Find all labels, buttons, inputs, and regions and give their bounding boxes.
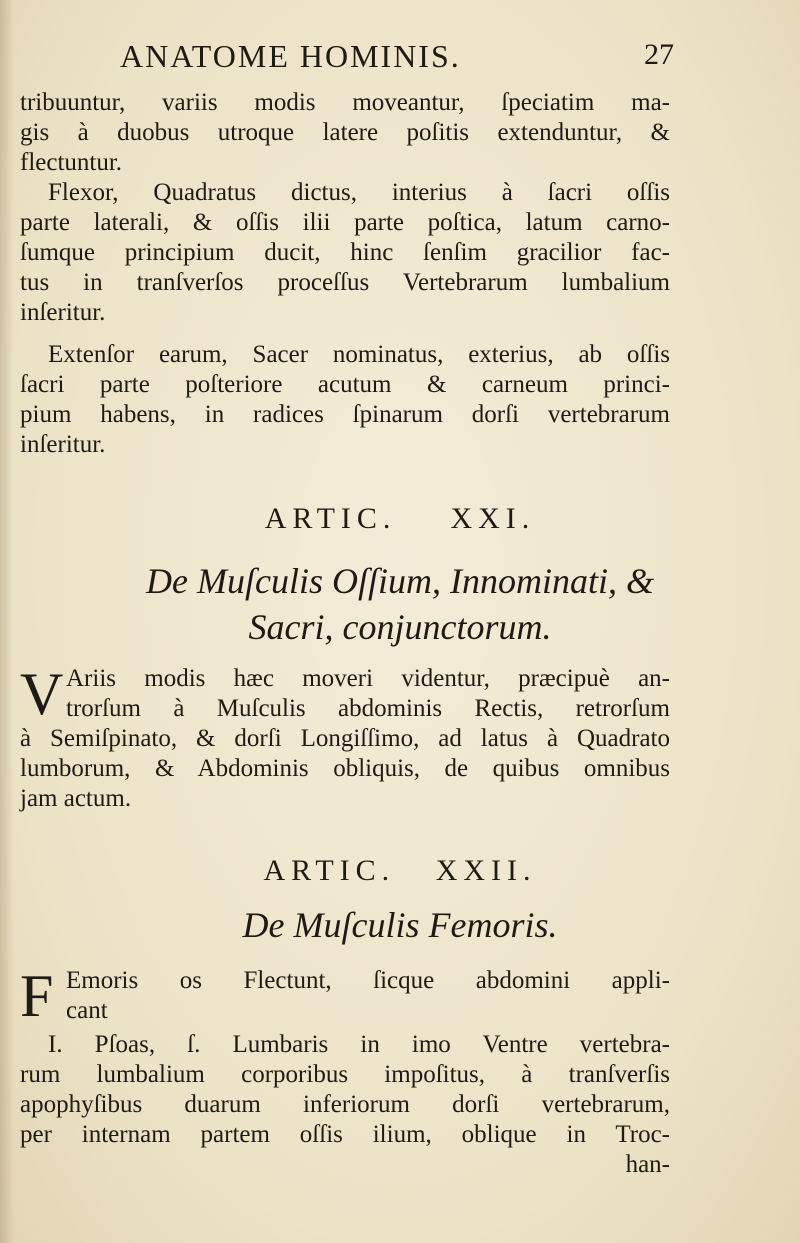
article-label: ARTIC. [264,502,397,535]
page-number: 27 [644,38,674,71]
text-line: ſumque principium ducit, hinc ſenſim gracilior fac- [20,239,670,266]
title-line: Sacri, conjunctorum. [248,607,552,647]
text-line: tus in tranſverſos proceſſus Vertebrarum lumbalium [20,269,670,296]
drop-cap: F [20,963,54,1029]
text-line: parte laterali, & oſſis ilii parte poſtica, latum carno- [20,209,670,236]
text-line: à Semiſpinato, & dorſi Longiſſimo, ad latus à Quadrato [20,725,670,752]
article-heading-21 [0,502,800,536]
text-line: lumborum, & Abdominis obliquis, de quibus omnibus [20,755,670,782]
text-line: Extenſor earum, Sacer nominatus, exterius, ab oſſis [48,341,670,368]
paragraph-femoris [20,963,670,1029]
paragraph-1 [20,88,670,178]
running-head [0,38,800,78]
section-title-22 [0,904,800,946]
paragraph-psoas [20,1030,670,1180]
text-line: rum lumbalium corporibus impoſitus, à tranſverſis [20,1061,670,1088]
text-line: inſeritur. [20,299,106,326]
text-line: apophyſibus duarum inferiorum dorſi vertebrarum, [20,1091,670,1118]
article-number: XXI. [450,502,536,535]
title-line: De Muſculis Femoris. [242,905,558,945]
text-line: inſeritur. [20,431,106,458]
text-line: per internam partem oſſis ilium, oblique in Troc- [20,1121,670,1148]
section-title-21 [0,560,800,602]
text-line: gis à duobus utroque latere poſitis extenduntur, & [20,119,670,146]
text-line: Ariis modis hæc moveri videntur, præcipuè an- [66,665,670,692]
running-head-title: ANATOME HOMINIS. [120,38,461,74]
paragraph-extensor [20,340,670,460]
section-title-21-cont [0,606,800,648]
article-number: XXII. [435,854,537,887]
paragraph-flexor [20,178,670,328]
text-line: Emoris os Flectunt, ſicque abdomini appli- [66,967,670,994]
paragraph-variis [20,661,670,814]
text-line: pium habens, in radices ſpinarum dorſi vertebrarum [20,401,670,428]
text-line: cant [66,997,108,1024]
text-line: tribuuntur, variis modis moveantur, ſpeciatim ma- [20,89,670,116]
article-heading-22 [0,854,800,888]
text-line: Flexor, Quadratus dictus, interius à ſacri oſſis [48,179,670,206]
text-line: ſacri parte poſteriore acutum & carneum princi- [20,371,670,398]
drop-cap: V [20,661,64,727]
text-line: trorſum à Muſculis abdominis Rectis, retrorſum [66,695,670,722]
catchword: han- [625,1151,670,1178]
article-label: ARTIC. [263,854,396,887]
text-line: I. Pſoas, ſ. Lumbaris in imo Ventre vertebra- [48,1031,670,1058]
title-line: De Muſculis Oſſium, Innominati, & [146,561,654,601]
text-line: flectuntur. [20,149,123,176]
text-line: jam actum. [20,785,132,812]
